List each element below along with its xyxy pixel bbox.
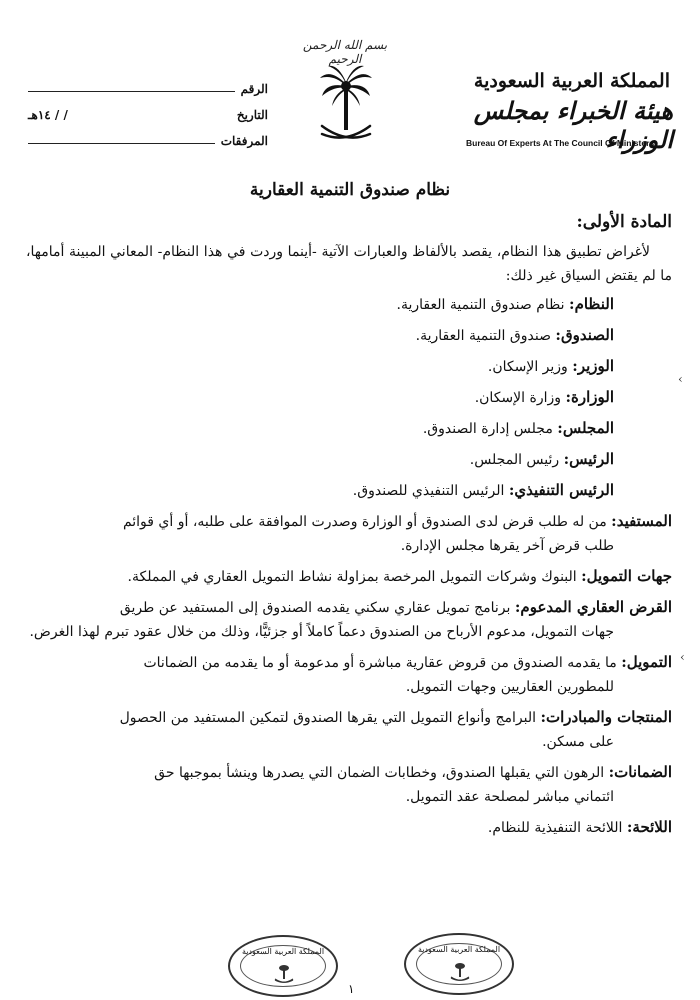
definition-item (26, 815, 672, 840)
attachments-field (28, 128, 268, 148)
definition-item (26, 292, 672, 317)
article-intro: لأغراض تطبيق هذا النظام، يقصد بالألفاظ والعبارات الآتية -أينما وردت في هذا النظام- المعاني المبينة أمامها، ما لم يقتض السياق غير ذلك: (26, 244, 672, 284)
margin-tick: ‹ (678, 372, 683, 386)
definition-text: نظام صندوق التنمية العقارية. (396, 297, 565, 313)
definition-item (26, 760, 672, 809)
definition-text: البنوك وشركات التمويل المرخصة بمزاولة نشاط التمويل العقاري في المملكة. (127, 569, 577, 585)
date-label: التاريخ (236, 108, 268, 122)
definition-continuation: على مسكن. (542, 734, 614, 750)
definition-text: وزير الإسكان. (487, 359, 568, 375)
definition-term: الصندوق: (555, 326, 614, 344)
document-body (26, 210, 672, 846)
definition-text: صندوق التنمية العقارية. (415, 328, 551, 344)
definition-text: رئيس المجلس. (469, 452, 560, 468)
seal-text: المملكة العربية السعودية (241, 947, 325, 956)
definition-item (26, 323, 672, 348)
definition-term: النظام: (569, 295, 614, 313)
definition-continuation: جهات التمويل، مدعوم الأرباح من الصندوق دعماً كاملاً أو جزئيًّا، وذلك من خلال عقود تبرم لهذا الغرض. (29, 624, 614, 640)
definition-continuation: ائتماني مباشر لمصلحة عقد التمويل. (405, 789, 614, 805)
definition-continuation: للمطورين العقاريين وجهات التمويل. (405, 679, 614, 695)
definition-term: الضمانات: (608, 763, 672, 781)
definition-term: اللائحة: (626, 818, 672, 836)
definition-term: جهات التمويل: (581, 567, 672, 585)
definition-text: اللائحة التنفيذية للنظام. (487, 820, 623, 836)
attachments-line (28, 131, 215, 144)
definition-item (26, 705, 672, 754)
definition-text: وزارة الإسكان. (474, 390, 561, 406)
definition-text: الرهون التي يقبلها الصندوق، وخطابات الضمان التي يصدرها وينشأ بموجبها حق (154, 765, 605, 781)
definition-continuation: طلب قرض آخر يقرها مجلس الإدارة. (400, 538, 614, 554)
number-label: الرقم (240, 82, 268, 96)
definition-item (26, 354, 672, 379)
date-value: / / ١٤هـ (28, 108, 68, 122)
definition-text: برنامج تمويل عقاري سكني يقدمه الصندوق إلى المستفيد عن طريق (119, 600, 511, 616)
org-country-name: المملكة العربية السعودية (473, 70, 670, 92)
number-line (28, 79, 235, 92)
definition-item (26, 385, 672, 410)
definition-term: الرئيس التنفيذي: (508, 481, 614, 499)
definition-item (26, 595, 672, 644)
definition-term: الوزارة: (565, 388, 614, 406)
seal-text: المملكة العربية السعودية (417, 945, 501, 954)
palm-swords-seal-icon (448, 959, 472, 983)
definition-item (26, 416, 672, 441)
basmala: بسم الله الرحمن الرحيم (302, 38, 388, 66)
definition-term: التمويل: (621, 653, 672, 671)
definition-item (26, 650, 672, 699)
date-field (28, 102, 268, 122)
definition-item (26, 564, 672, 589)
definition-term: القرض العقاري المدعوم: (514, 598, 672, 616)
definition-text: من له طلب قرض لدى الصندوق أو الوزارة وصدرت الموافقة على طلبه، أو أي قوائم (122, 514, 607, 530)
org-english-name: Bureau Of Experts At The Council Of Ministers (466, 138, 655, 148)
definition-term: المستفيد: (611, 512, 672, 530)
palm-swords-emblem-icon (318, 62, 374, 150)
number-field (28, 76, 268, 96)
definition-text: مجلس إدارة الصندوق. (422, 421, 553, 437)
org-arabic-name: هيئة الخبراء بمجلس الوزراء (473, 96, 673, 154)
page-number: ١ (348, 982, 355, 996)
definition-text: البرامج وأنواع التمويل التي يقرها الصندوق لتمكين المستفيد من الحصول (119, 710, 536, 726)
attachments-label: المرفقات (220, 134, 268, 148)
margin-tick: ‹ (680, 650, 685, 664)
definition-item (26, 509, 672, 558)
definition-text: الرئيس التنفيذي للصندوق. (352, 483, 505, 499)
definition-term: الوزير: (572, 357, 614, 375)
document-title: نظام صندوق التنمية العقارية (249, 180, 451, 200)
definition-term: المجلس: (557, 419, 614, 437)
definition-term: المنتجات والمبادرات: (540, 708, 672, 726)
definition-text: ما يقدمه الصندوق من قروض عقارية مباشرة أو مدعومة أو ما يقدمه من الضمانات (143, 655, 617, 671)
palm-swords-seal-icon (272, 961, 296, 985)
definition-item (26, 447, 672, 472)
definition-item (26, 478, 672, 503)
official-seal-left (228, 935, 338, 997)
definition-term: الرئيس: (563, 450, 614, 468)
official-seal-right (404, 933, 514, 995)
article-heading: المادة الأولى: (576, 212, 672, 232)
